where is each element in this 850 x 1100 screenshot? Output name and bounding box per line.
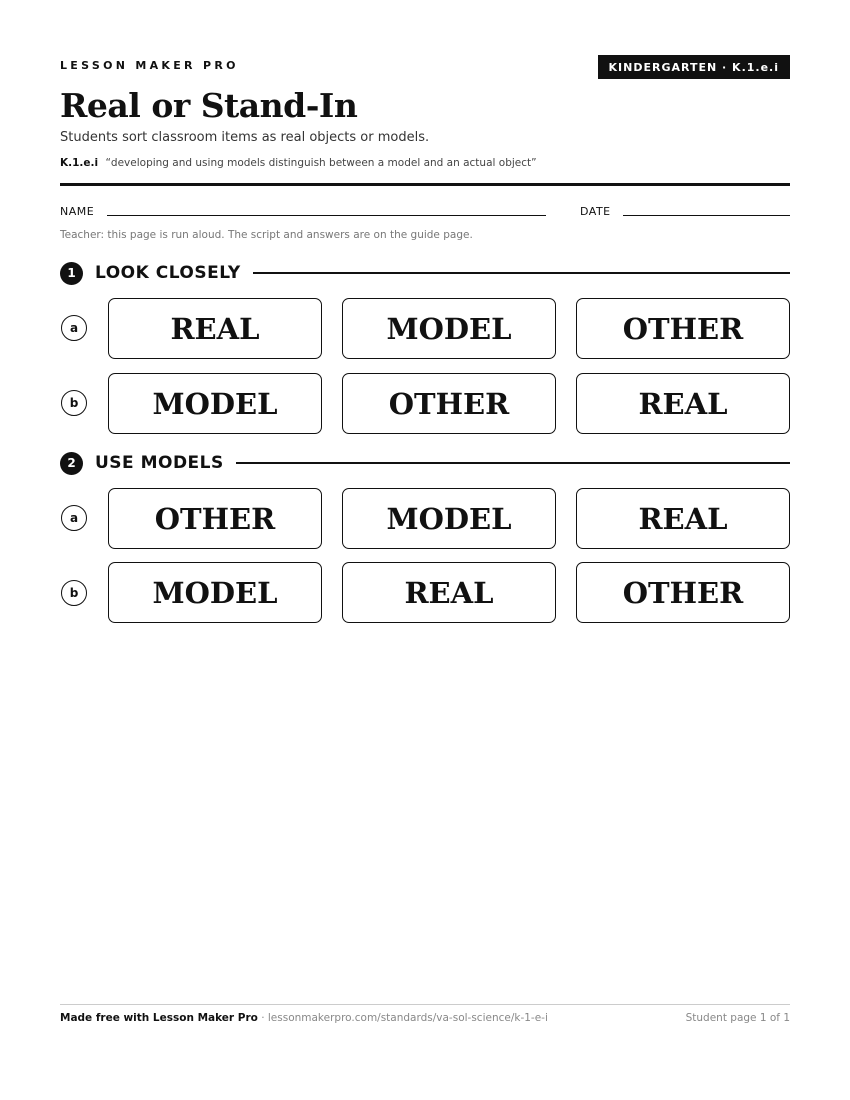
standard-text: “developing and using models distinguish between a model and an actual object” <box>105 157 537 169</box>
word-card[interactable]: OTHER <box>108 488 322 549</box>
word-card[interactable]: OTHER <box>576 562 790 623</box>
section-2-header <box>60 451 790 475</box>
word-card[interactable]: OTHER <box>576 298 790 359</box>
section-rule <box>236 462 790 464</box>
worksheet-page <box>60 0 790 1100</box>
word-card[interactable]: MODEL <box>108 562 322 623</box>
name-field[interactable] <box>107 215 546 216</box>
standard-code: K.1.e.i <box>60 157 99 169</box>
row-letter: b <box>61 390 87 416</box>
word-card[interactable]: MODEL <box>108 373 322 434</box>
grade-badge: KINDERGARTEN · K.1.e.i <box>598 55 790 79</box>
word-card[interactable]: REAL <box>108 298 322 359</box>
footer-divider <box>60 1004 790 1005</box>
worksheet-subtitle: Students sort classroom items as real objects or models. <box>60 130 430 145</box>
row-letter: b <box>61 580 87 606</box>
name-label: NAME <box>60 205 95 218</box>
section-rule <box>253 272 790 274</box>
standard-line <box>60 157 537 169</box>
word-card[interactable]: MODEL <box>342 488 556 549</box>
footer-credit <box>60 1012 548 1024</box>
footer-url[interactable]: · lessonmakerpro.com/standards/va-sol-science/k-1-e-i <box>257 1012 548 1024</box>
footer-made-with: Made free with Lesson Maker Pro <box>60 1012 258 1024</box>
worksheet-title: Real or Stand-In <box>60 86 358 125</box>
word-card[interactable]: MODEL <box>342 298 556 359</box>
section-title: LOOK CLOSELY <box>95 263 241 283</box>
word-card[interactable]: REAL <box>576 373 790 434</box>
word-card[interactable]: REAL <box>576 488 790 549</box>
section-number: 2 <box>60 452 83 475</box>
date-label: DATE <box>580 205 611 218</box>
header-divider <box>60 183 790 186</box>
page-number: Student page 1 of 1 <box>685 1012 790 1024</box>
word-card[interactable]: REAL <box>342 562 556 623</box>
date-field[interactable] <box>623 215 790 216</box>
teacher-note: Teacher: this page is run aloud. The script and answers are on the guide page. <box>60 229 473 241</box>
section-title: USE MODELS <box>95 453 224 473</box>
section-number: 1 <box>60 262 83 285</box>
row-letter: a <box>61 315 87 341</box>
section-1-header <box>60 261 790 285</box>
word-card[interactable]: OTHER <box>342 373 556 434</box>
row-letter: a <box>61 505 87 531</box>
brand-name: LESSON MAKER PRO <box>60 59 239 72</box>
